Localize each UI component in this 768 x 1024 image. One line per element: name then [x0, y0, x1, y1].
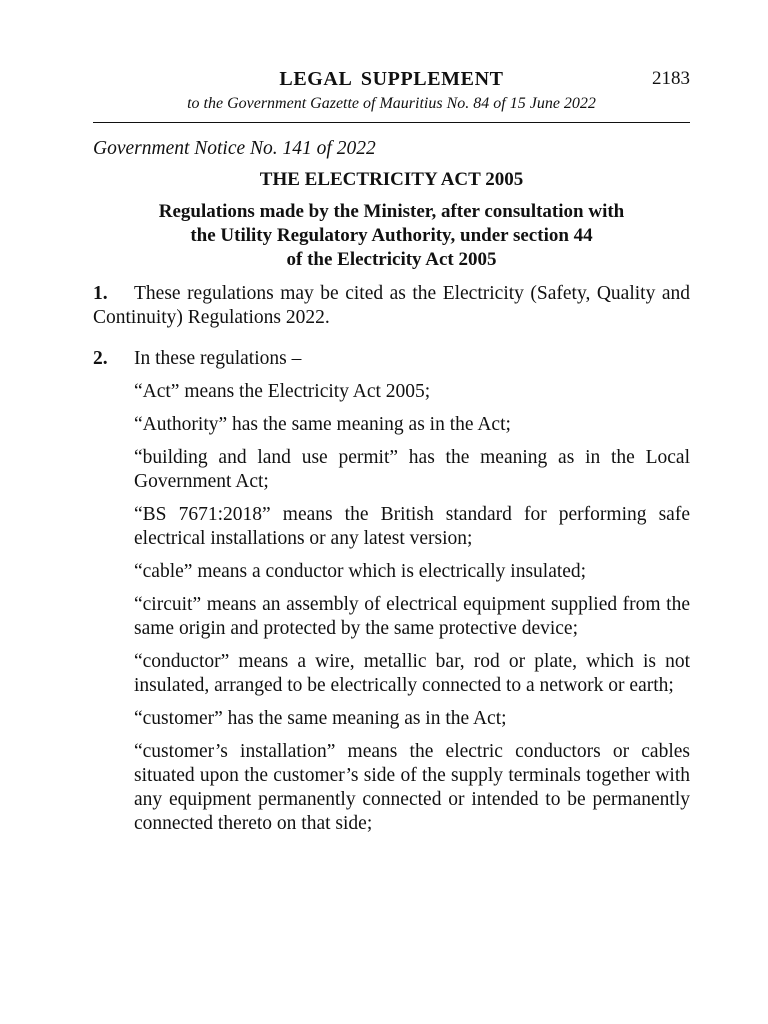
regulation-number: 2.: [93, 348, 108, 369]
regulations-intro-line: the Utility Regulatory Authority, under section 44: [190, 225, 593, 246]
gazette-reference: to the Government Gazette of Mauritius No. 84 of 15 June 2022: [187, 95, 596, 112]
regulation-text: In these regulations –: [134, 348, 302, 369]
definition-item: “customer’s installation” means the electric conductors or cables situated upon the customer’s side of the supply terminals together with any equipment permanently connected or intended to be permanently connected thereto on that side;: [134, 741, 690, 834]
definition-item: “customer” has the same meaning as in the Act;: [134, 708, 507, 729]
definition-item: “cable” means a conductor which is electrically insulated;: [134, 561, 587, 582]
definition-item: “BS 7671:2018” means the British standard for performing safe electrical installations or any latest version;: [134, 504, 690, 549]
definition-item: “Act” means the Electricity Act 2005;: [134, 381, 431, 402]
regulation-number: 1.: [93, 283, 108, 304]
definition-item: “building and land use permit” has the meaning as in the Local Government Act;: [134, 447, 690, 492]
regulation-1: [93, 282, 690, 330]
page-number: 2183: [652, 68, 690, 89]
regulation-2: [93, 347, 690, 371]
regulations-intro-line: Regulations made by the Minister, after consultation with: [158, 201, 625, 222]
regulations-intro: [93, 200, 690, 272]
supplement-title: LEGAL SUPPLEMENT: [279, 68, 504, 90]
page-header: [93, 64, 690, 94]
regulation-text: These regulations may be cited as the Electricity (Safety, Quality and Continuity) Regulations 2022.: [93, 283, 690, 328]
gazette-page: [93, 64, 690, 836]
header-divider: [93, 122, 690, 123]
definition-item: “circuit” means an assembly of electrical equipment supplied from the same origin and protected by the same protective device;: [134, 594, 690, 639]
act-title: THE ELECTRICITY ACT 2005: [259, 169, 524, 190]
definition-item: “conductor” means a wire, metallic bar, rod or plate, which is not insulated, arranged to be electrically connected to a network or earth;: [134, 651, 690, 696]
regulations-intro-line: of the Electricity Act 2005: [286, 249, 497, 270]
definition-item: “Authority” has the same meaning as in the Act;: [134, 414, 511, 435]
definitions-list: [93, 380, 690, 836]
government-notice: Government Notice No. 141 of 2022: [93, 138, 376, 159]
